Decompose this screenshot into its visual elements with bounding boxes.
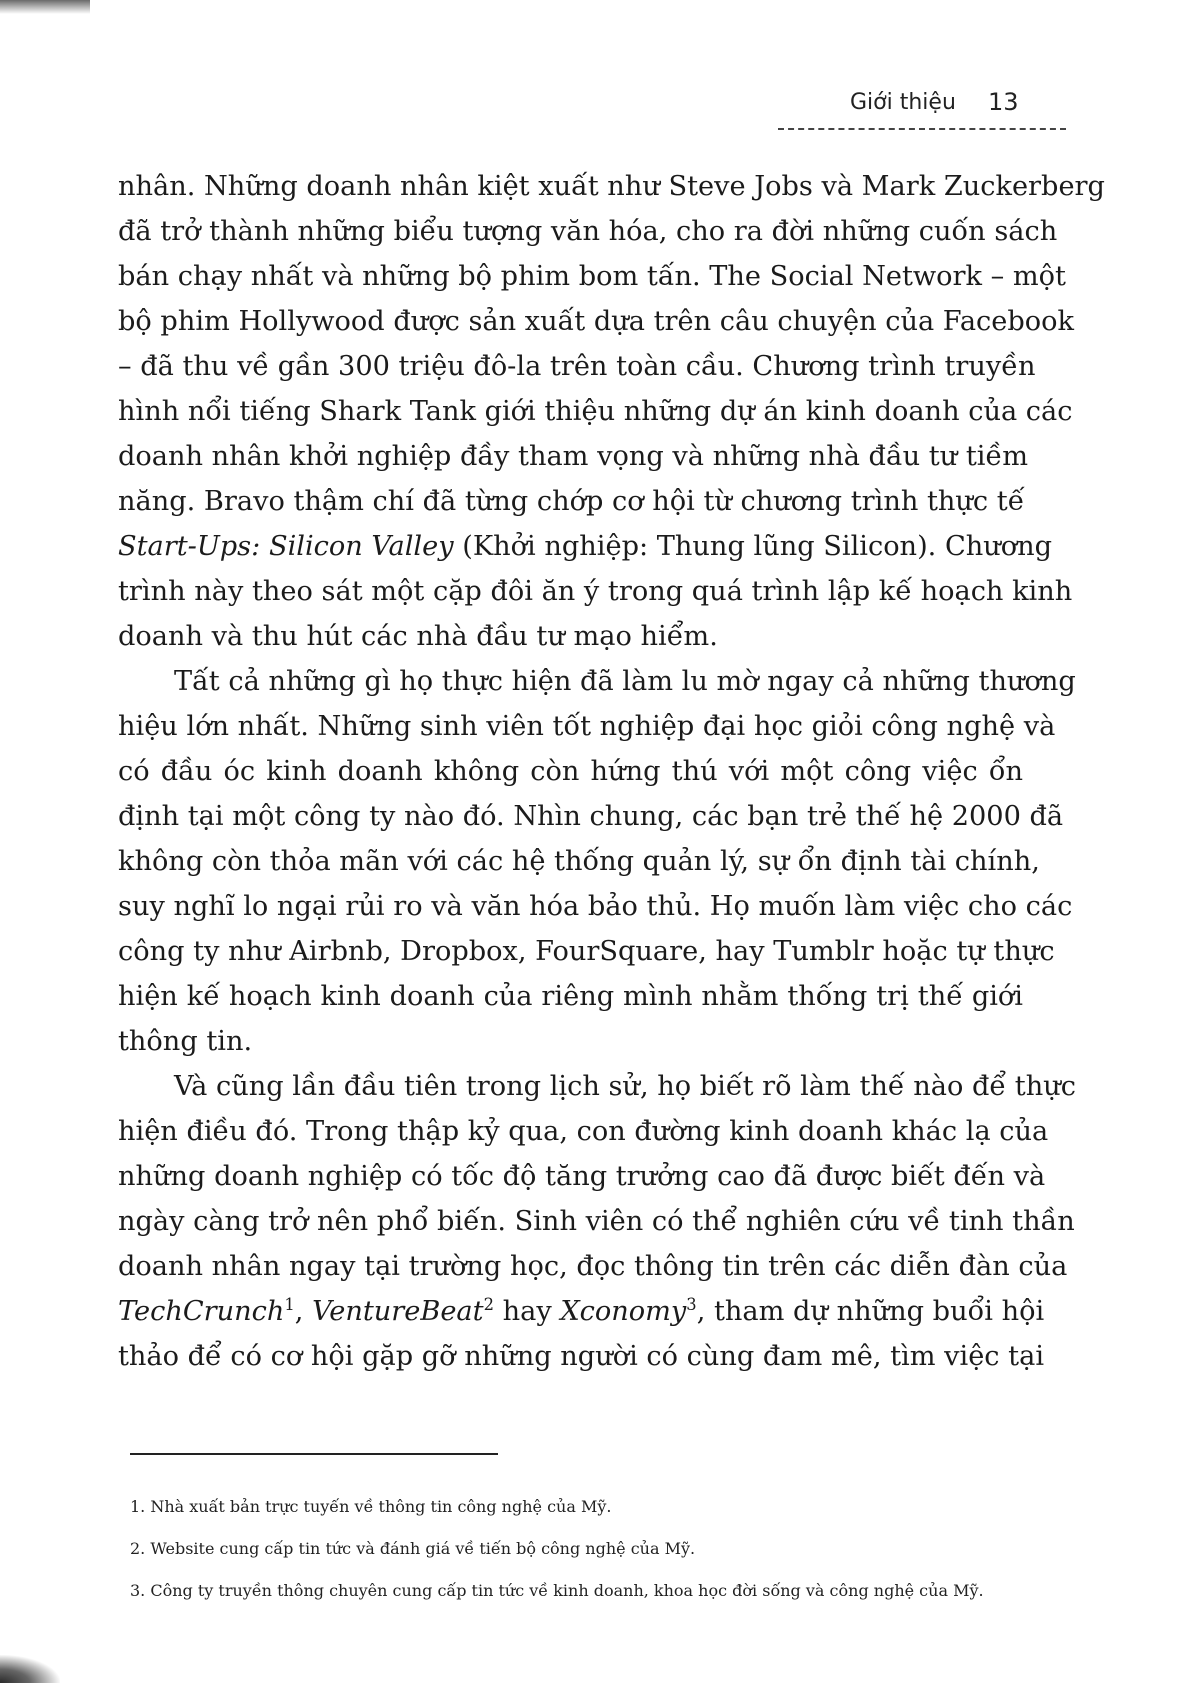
text-line bbox=[118, 164, 1105, 209]
text-line bbox=[118, 524, 1053, 569]
text-line bbox=[118, 479, 1023, 524]
paragraph bbox=[118, 1064, 1076, 1379]
text-run: Start-Ups: Silicon Valley bbox=[118, 531, 454, 562]
text-line bbox=[118, 1289, 1045, 1334]
text-line bbox=[118, 1019, 1023, 1064]
footnote-ref: 3 bbox=[686, 1294, 697, 1314]
running-header bbox=[778, 88, 1066, 132]
text-run: hình nổi tiếng Shark Tank giới thiệu những dự án kinh doanh của các bbox=[118, 396, 1073, 427]
text-run: thảo để có cơ hội gặp gỡ những người có cùng đam mê, tìm việc tại bbox=[118, 1341, 1045, 1372]
text-run: nhân. Những doanh nhân kiệt xuất như Steve Jobs và Mark Zuckerberg bbox=[118, 171, 1105, 202]
body-text bbox=[118, 164, 1105, 1379]
text-run: bộ phim Hollywood được sản xuất dựa trên câu chuyện của Facebook bbox=[118, 306, 1074, 337]
text-line bbox=[118, 1199, 1075, 1244]
text-run: – đã thu về gần 300 triệu đô-la trên toàn cầu. Chương trình truyền bbox=[118, 351, 1036, 382]
text-line bbox=[118, 299, 1074, 344]
running-title: Giới thiệu bbox=[850, 90, 956, 115]
text-run: Tất cả những gì họ thực hiện đã làm lu mờ ngay cả những thương bbox=[174, 666, 1076, 697]
text-line bbox=[118, 344, 1036, 389]
text-line bbox=[118, 704, 1056, 749]
text-line bbox=[118, 1154, 1046, 1199]
text-line bbox=[118, 209, 1058, 254]
scan-shadow-bottom bbox=[0, 1655, 60, 1683]
text-run: TechCrunch bbox=[118, 1296, 285, 1327]
text-line bbox=[118, 434, 1028, 479]
text-run: , tham dự những buổi hội bbox=[696, 1296, 1045, 1327]
text-run: bán chạy nhất và những bộ phim bom tấn. The Social Network – một bbox=[118, 261, 1066, 292]
text-line bbox=[118, 929, 1055, 974]
text-line bbox=[118, 569, 1073, 614]
footnote-separator bbox=[130, 1453, 498, 1455]
footnote-2: 2. Website cung cấp tin tức và đánh giá về tiến bộ công nghệ của Mỹ. bbox=[130, 1539, 696, 1558]
text-run: có đầu óc kinh doanh không còn hứng thú với một công việc ổn bbox=[118, 756, 1023, 787]
footnote-ref: 1 bbox=[284, 1294, 295, 1314]
text-run: , bbox=[294, 1296, 313, 1327]
text-run: Và cũng lần đầu tiên trong lịch sử, họ biết rõ làm thế nào để thực bbox=[174, 1071, 1076, 1102]
header-dashed-rule bbox=[778, 128, 1066, 130]
text-line bbox=[118, 794, 1064, 839]
text-run: Xconomy bbox=[560, 1296, 687, 1327]
paragraph bbox=[118, 164, 1105, 659]
text-run: doanh nhân khởi nghiệp đầy tham vọng và những nhà đầu tư tiềm bbox=[118, 441, 1028, 472]
text-run: không còn thỏa mãn với các hệ thống quản lý, sự ổn định tài chính, bbox=[118, 846, 1040, 877]
text-run: (Khởi nghiệp: Thung lũng Silicon). Chương bbox=[453, 531, 1053, 562]
text-run: hay bbox=[493, 1296, 561, 1327]
text-line bbox=[118, 839, 1040, 884]
footnotes bbox=[130, 1495, 1030, 1621]
text-run: những doanh nghiệp có tốc độ tăng trưởng cao đã được biết đến và bbox=[118, 1161, 1046, 1192]
text-run: năng. Bravo thậm chí đã từng chớp cơ hội từ chương trình thực tế bbox=[118, 486, 1025, 517]
text-run: hiện kế hoạch kinh doanh của riêng mình nhằm thống trị thế giới bbox=[118, 981, 1023, 1012]
text-line bbox=[118, 1109, 1049, 1154]
footnote-1: 1. Nhà xuất bản trực tuyến về thông tin công nghệ của Mỹ. bbox=[130, 1497, 612, 1516]
text-run: ngày càng trở nên phổ biến. Sinh viên có thể nghiên cứu về tinh thần bbox=[118, 1206, 1075, 1237]
text-line bbox=[118, 1064, 1076, 1109]
text-run: thông tin. bbox=[118, 1026, 253, 1057]
text-line bbox=[118, 614, 1023, 659]
text-line bbox=[118, 659, 1076, 704]
text-line bbox=[118, 1334, 1045, 1379]
text-run: công ty như Airbnb, Dropbox, FourSquare, hay Tumblr hoặc tự thực bbox=[118, 936, 1055, 967]
text-line bbox=[118, 1244, 1068, 1289]
scan-shadow-top bbox=[0, 0, 90, 14]
text-line bbox=[118, 389, 1073, 434]
text-line bbox=[118, 884, 1073, 929]
paragraph bbox=[118, 659, 1076, 1064]
text-run: đã trở thành những biểu tượng văn hóa, cho ra đời những cuốn sách bbox=[118, 216, 1058, 247]
text-run: hiệu lớn nhất. Những sinh viên tốt nghiệp đại học giỏi công nghệ và bbox=[118, 711, 1056, 742]
text-line bbox=[118, 749, 1023, 794]
text-run: hiện điều đó. Trong thập kỷ qua, con đường kinh doanh khác lạ của bbox=[118, 1116, 1049, 1147]
text-line bbox=[118, 254, 1066, 299]
footnote-3: 3. Công ty truyền thông chuyên cung cấp tin tức về kinh doanh, khoa học đời sống và công nghệ của Mỹ. bbox=[130, 1581, 984, 1600]
text-run: doanh và thu hút các nhà đầu tư mạo hiểm. bbox=[118, 621, 718, 652]
text-run: doanh nhân ngay tại trường học, đọc thông tin trên các diễn đàn của bbox=[118, 1251, 1068, 1282]
footnote-ref: 2 bbox=[483, 1294, 494, 1314]
text-run: định tại một công ty nào đó. Nhìn chung, các bạn trẻ thế hệ 2000 đã bbox=[118, 801, 1064, 832]
text-run: suy nghĩ lo ngại rủi ro và văn hóa bảo thủ. Họ muốn làm việc cho các bbox=[118, 891, 1073, 922]
text-run: VentureBeat bbox=[312, 1296, 484, 1327]
text-run: trình này theo sát một cặp đôi ăn ý trong quá trình lập kế hoạch kinh bbox=[118, 576, 1073, 607]
page-number: 13 bbox=[988, 88, 1019, 116]
text-line bbox=[118, 974, 1023, 1019]
